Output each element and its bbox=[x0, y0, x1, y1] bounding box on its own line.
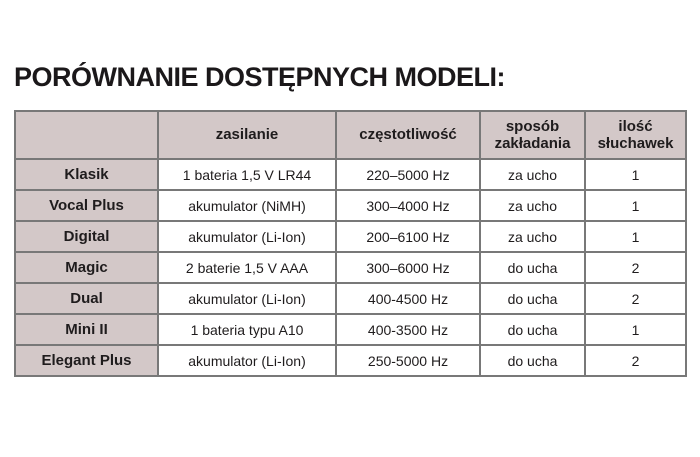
earpieces-cell: 1 bbox=[585, 159, 686, 190]
frequency-cell: 200–6100 Hz bbox=[336, 221, 480, 252]
frequency-cell: 220–5000 Hz bbox=[336, 159, 480, 190]
table-header bbox=[15, 111, 686, 159]
model-name: Digital bbox=[15, 221, 158, 252]
power-cell: akumulator (Li-Ion) bbox=[158, 345, 336, 376]
header-row bbox=[15, 111, 686, 159]
power-cell: 2 baterie 1,5 V AAA bbox=[158, 252, 336, 283]
wearing-cell: za ucho bbox=[480, 159, 585, 190]
earpieces-cell: 1 bbox=[585, 221, 686, 252]
frequency-cell: 400-3500 Hz bbox=[336, 314, 480, 345]
model-name: Mini II bbox=[15, 314, 158, 345]
wearing-cell: do ucha bbox=[480, 252, 585, 283]
models-comparison-table bbox=[14, 110, 687, 377]
earpieces-cell: 1 bbox=[585, 190, 686, 221]
power-cell: akumulator (Li-Ion) bbox=[158, 221, 336, 252]
table-row bbox=[15, 221, 686, 252]
frequency-cell: 250-5000 Hz bbox=[336, 345, 480, 376]
table-row bbox=[15, 283, 686, 314]
model-name: Elegant Plus bbox=[15, 345, 158, 376]
table-row bbox=[15, 252, 686, 283]
power-cell: akumulator (NiMH) bbox=[158, 190, 336, 221]
earpieces-cell: 2 bbox=[585, 345, 686, 376]
earpieces-cell: 1 bbox=[585, 314, 686, 345]
wearing-cell: za ucho bbox=[480, 190, 585, 221]
wearing-cell: do ucha bbox=[480, 345, 585, 376]
header-cell-power: zasilanie bbox=[158, 111, 336, 159]
model-name: Dual bbox=[15, 283, 158, 314]
power-cell: akumulator (Li-Ion) bbox=[158, 283, 336, 314]
frequency-cell: 300–4000 Hz bbox=[336, 190, 480, 221]
table-row bbox=[15, 190, 686, 221]
wearing-cell: do ucha bbox=[480, 283, 585, 314]
table-row bbox=[15, 345, 686, 376]
table-row bbox=[15, 159, 686, 190]
header-cell-model bbox=[15, 111, 158, 159]
model-name: Magic bbox=[15, 252, 158, 283]
model-name: Klasik bbox=[15, 159, 158, 190]
header-cell-frequency: częstotliwość bbox=[336, 111, 480, 159]
page-title: PORÓWNANIE DOSTĘPNYCH MODELI: bbox=[14, 62, 506, 92]
header-cell-earpieces: ilość słuchawek bbox=[585, 111, 686, 159]
earpieces-cell: 2 bbox=[585, 252, 686, 283]
wearing-cell: do ucha bbox=[480, 314, 585, 345]
power-cell: 1 bateria typu A10 bbox=[158, 314, 336, 345]
power-cell: 1 bateria 1,5 V LR44 bbox=[158, 159, 336, 190]
frequency-cell: 300–6000 Hz bbox=[336, 252, 480, 283]
table-body bbox=[15, 159, 686, 376]
earpieces-cell: 2 bbox=[585, 283, 686, 314]
model-name: Vocal Plus bbox=[15, 190, 158, 221]
table-row bbox=[15, 314, 686, 345]
frequency-cell: 400-4500 Hz bbox=[336, 283, 480, 314]
header-cell-wearing: sposób zakładania bbox=[480, 111, 585, 159]
wearing-cell: za ucho bbox=[480, 221, 585, 252]
